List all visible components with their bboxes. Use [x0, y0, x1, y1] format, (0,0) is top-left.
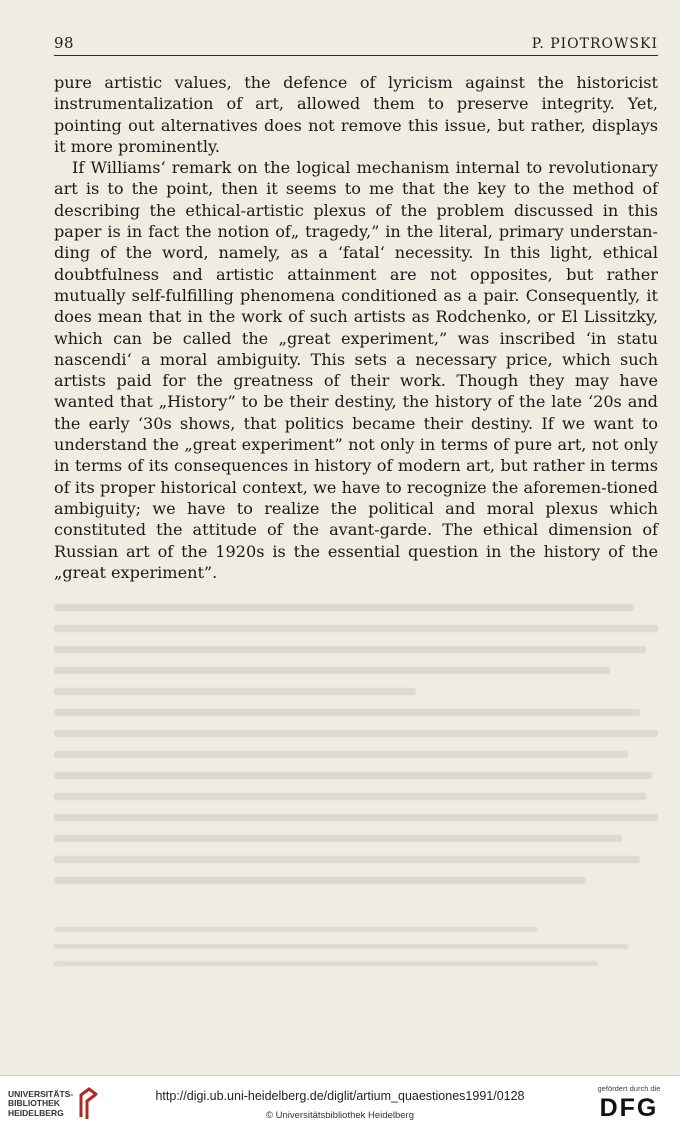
- running-author: P. PIOTROWSKI: [531, 36, 658, 52]
- show-through-text: [54, 590, 658, 900]
- dfg-logo-text: DFG: [599, 1094, 659, 1122]
- dfg-logo[interactable]: [592, 1084, 666, 1123]
- page-number: 98: [54, 34, 75, 52]
- running-header: [54, 30, 658, 56]
- show-through-footnotes: [54, 915, 658, 975]
- paragraph-1: pure artistic values, the defence of lyricism against the historicist instrumentalization of art, allowed them to preserve integrity. Yet, pointing out alternatives does not remove this issue, but rather, displays it more prominently.: [54, 73, 658, 156]
- library-emblem-icon: [77, 1087, 101, 1121]
- body-text: [54, 72, 658, 583]
- funding-note: gefördert durch die: [597, 1084, 661, 1093]
- paragraph-2: If Williams‘ remark on the logical mechanism internal to revolutionary art is to the point, then it seems to me that the key to the method of describing the ethical-artistic plexus of the problem discussed in this paper is in fact the notion of„ tragedy,” in the literal, primary understan-ding of the word, namely, as a ‘fatal‘ necessity. In this light, ethical doubtfulness and artistic attainment are not opposites, but rather mutually self-fulfilling phenomena conditioned as a pair. Consequently, it does mean that in the work of such artists as Rodchenko, or El Lissitzky, which can be called the „great experiment,” was inscribed ‘in statu nascendi‘ a moral ambiguity. This sets a necessary price, which such artists paid for the greatness of their work. Though they may have wanted that „History” to be their destiny, the history of the late ‘20s and the early ‘30s shows, that politics became their destiny. If we want to understand the „great experiment” not only in terms of pure art, not only in terms of its consequences in history of modern art, but rather in terms of its proper historical context, we have to recognize the aforemen-tioned ambiguity; we have to realize the political and moral plexus which constituted the attitude of the avant-garde. The ethical dimension of Russian art of the 1920s is the essential question in the history of the „great experiment”.: [54, 158, 658, 582]
- permalink-url[interactable]: http://digi.ub.uni-heidelberg.de/diglit/artium_quaestiones1991/0128: [155, 1089, 525, 1103]
- copyright-notice: © Universitätsbibliothek Heidelberg: [266, 1110, 414, 1121]
- library-name: UNIVERSITÄTS- BIBLIOTHEK HEIDELBERG: [8, 1088, 74, 1118]
- viewer-footer: [0, 1075, 680, 1131]
- library-logo[interactable]: [8, 1087, 101, 1121]
